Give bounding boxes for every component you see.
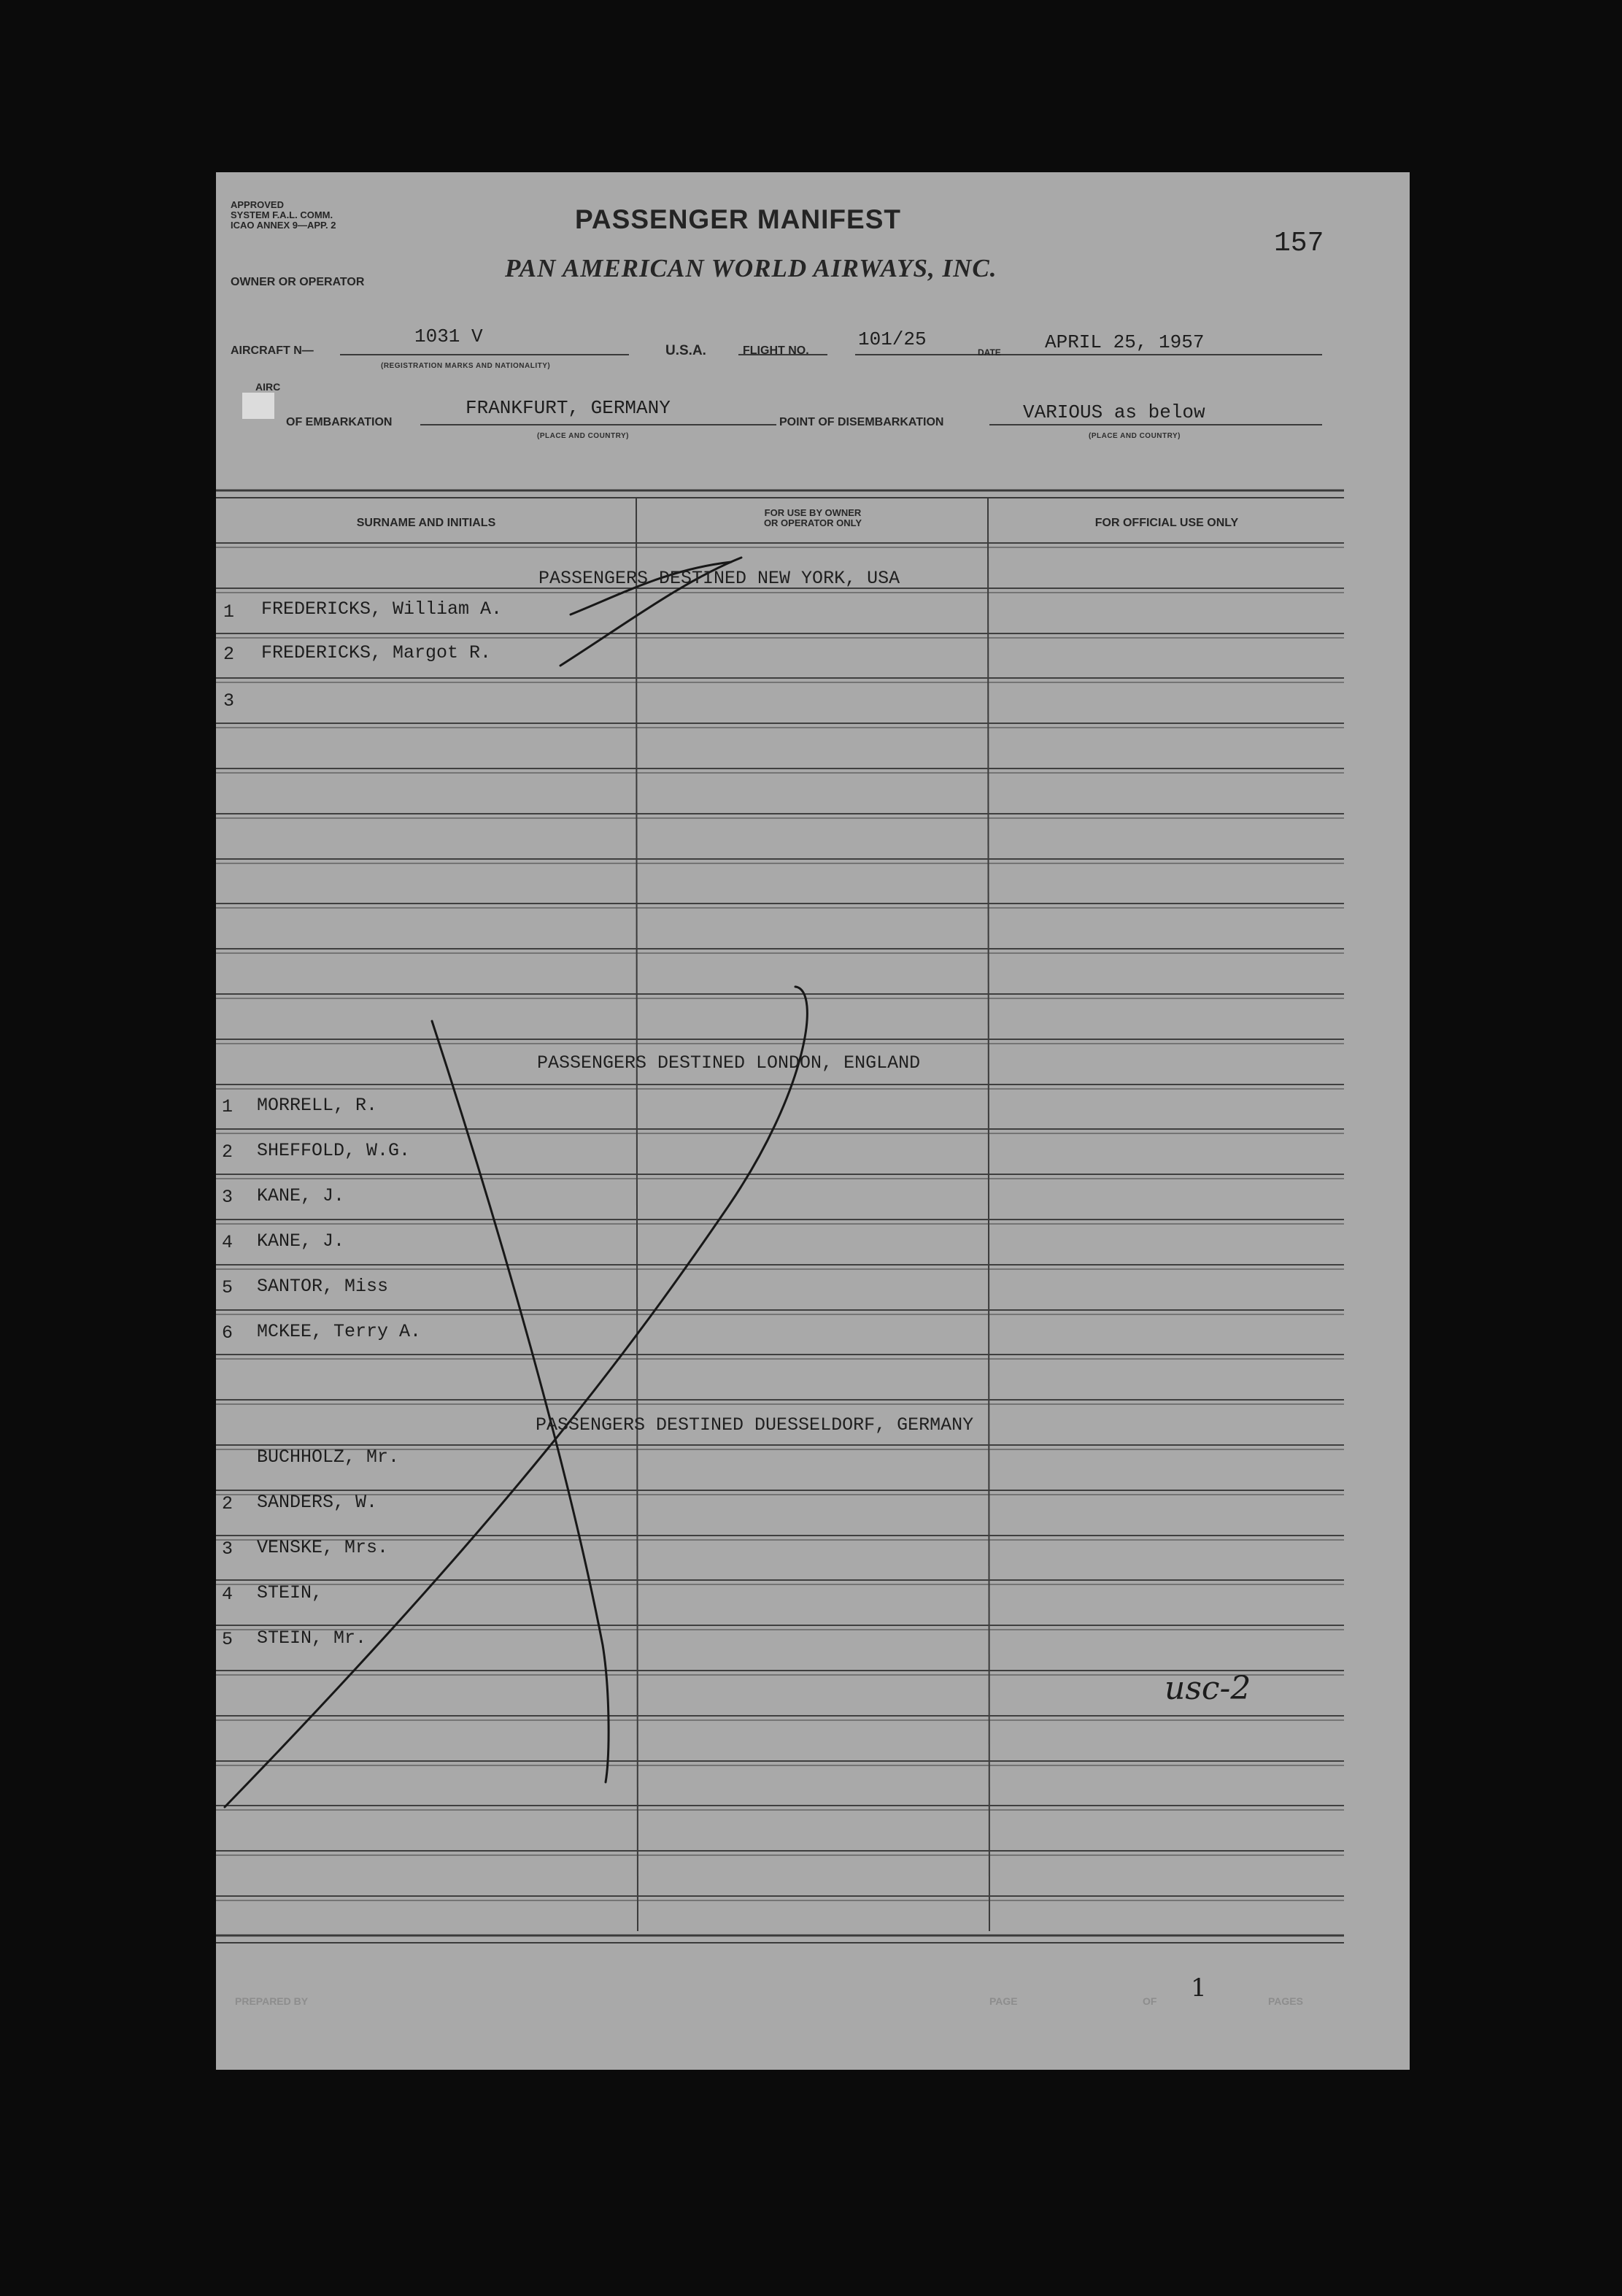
passenger-name: VENSKE, Mrs.	[257, 1537, 389, 1558]
flight-label: FLIGHT NO.	[743, 344, 809, 357]
row-number: 5	[222, 1629, 233, 1650]
disembarkation-value: VARIOUS as below	[1023, 401, 1205, 423]
row-number: 1	[223, 601, 235, 623]
owner-use-line-1: FOR USE BY OWNER	[764, 507, 862, 518]
footer-of-label: OF	[1143, 1995, 1157, 2007]
owner-label: OWNER OR OPERATOR	[231, 276, 365, 288]
row-number: 2	[223, 644, 235, 665]
passenger-name: MCKEE, Terry A.	[257, 1321, 422, 1342]
date-value: APRIL 25, 1957	[1045, 331, 1205, 353]
footer-page-value: 1	[1191, 1973, 1207, 2003]
row-number: 3	[222, 1538, 233, 1560]
row-number: 1	[222, 1096, 233, 1117]
approval-line-1: APPROVED	[231, 199, 284, 210]
page-title: PASSENGER MANIFEST	[575, 204, 901, 234]
aircraft-label: AIRCRAFT N—	[231, 344, 314, 357]
row-number: 2	[222, 1141, 233, 1163]
passenger-name: SANTOR, Miss	[257, 1276, 389, 1297]
embarkation-caption: (PLACE AND COUNTRY)	[537, 432, 629, 440]
manifest-sheet	[216, 172, 1410, 2070]
form-lines	[216, 172, 1410, 2070]
embarkation-label: OF EMBARKATION	[286, 416, 393, 428]
usa-label: U.S.A.	[665, 343, 706, 358]
passenger-name: KANE, J.	[257, 1185, 345, 1206]
passenger-name: MORRELL, R.	[257, 1095, 378, 1116]
embarkation-value: FRANKFURT, GERMANY	[466, 397, 671, 419]
section-heading-london: PASSENGERS DESTINED LONDON, ENGLAND	[537, 1052, 921, 1074]
section-heading-duesseldorf: PASSENGERS DESTINED DUESSELDORF, GERMANY	[536, 1414, 974, 1436]
footer-page-label: PAGE	[989, 1995, 1018, 2007]
owner-use-column-header	[638, 508, 988, 528]
passenger-name: SHEFFOLD, W.G.	[257, 1140, 411, 1161]
official-use-column-header: FOR OFFICIAL USE ONLY	[1094, 517, 1239, 529]
approval-line-2: SYSTEM F.A.L. COMM.	[231, 209, 333, 220]
approval-line-3: ICAO ANNEX 9—APP. 2	[231, 220, 336, 231]
paper-tear	[242, 393, 274, 419]
passenger-name: FREDERICKS, William A.	[261, 598, 503, 620]
aircraft-caption: (REGISTRATION MARKS AND NATIONALITY)	[381, 362, 551, 370]
passenger-name: FREDERICKS, Margot R.	[261, 642, 492, 663]
section-heading-new-york: PASSENGERS DESTINED NEW YORK, USA	[538, 568, 900, 589]
passenger-name: STEIN, Mr.	[257, 1627, 367, 1649]
row-number: 4	[222, 1584, 233, 1605]
footer-pages-label: PAGES	[1268, 1995, 1303, 2007]
aircraft-value: 1031 V	[414, 325, 483, 347]
row-number: 6	[222, 1322, 233, 1344]
surname-column-header: SURNAME AND INITIALS	[356, 517, 496, 529]
flight-value: 101/25	[858, 328, 927, 350]
passenger-name: SANDERS, W.	[257, 1492, 378, 1513]
row-number: 4	[222, 1232, 233, 1253]
approval-stamp	[231, 200, 336, 231]
handwritten-annotation: usc-2	[1165, 1670, 1251, 1707]
prepared-by-label: PREPARED BY	[235, 1995, 309, 2007]
passenger-name: BUCHHOLZ, Mr.	[257, 1446, 400, 1468]
row-number: 2	[222, 1493, 233, 1514]
passenger-name: KANE, J.	[257, 1230, 345, 1252]
row-number: 5	[222, 1277, 233, 1298]
manifest-page	[216, 172, 1410, 2070]
page-number: 157	[1274, 228, 1324, 259]
passenger-name: STEIN,	[257, 1582, 323, 1603]
date-label: DATE	[978, 347, 1001, 358]
airport-label: AIRC	[255, 381, 281, 393]
disembarkation-label: POINT OF DISEMBARKATION	[779, 416, 944, 428]
row-number: 3	[223, 690, 235, 712]
owner-use-line-2: OR OPERATOR ONLY	[763, 517, 862, 528]
airline-name: PAN AMERICAN WORLD AIRWAYS, INC.	[505, 254, 997, 282]
disembarkation-caption: (PLACE AND COUNTRY)	[1089, 432, 1181, 440]
row-number: 3	[222, 1187, 233, 1208]
